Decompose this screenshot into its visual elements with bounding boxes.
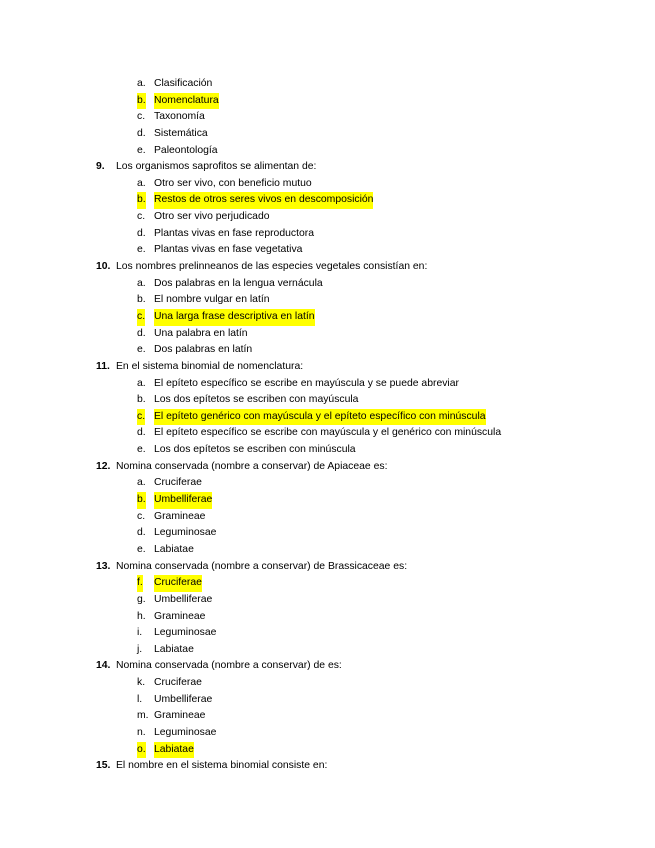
option-letter: l. (137, 693, 143, 705)
question-number: 13. (96, 560, 111, 572)
option-text: Cruciferae (154, 677, 202, 689)
option-letter: i. (137, 627, 143, 639)
option-row (0, 642, 655, 659)
option-letter: d. (137, 527, 146, 539)
option-row (0, 392, 655, 409)
option-row-correct (0, 192, 655, 209)
option-row-correct (0, 575, 655, 592)
option-row (0, 609, 655, 626)
question-number: 14. (96, 660, 111, 672)
option-row-correct (0, 93, 655, 110)
option-text: Leguminosae (154, 527, 217, 539)
option-text: El epíteto específico se escribe con mayúscula y el genérico con minúscula (154, 427, 502, 439)
highlighted-answer: Nomenclatura (154, 93, 219, 110)
option-row (0, 708, 655, 725)
option-row (0, 242, 655, 259)
option-row (0, 475, 655, 492)
option-row (0, 226, 655, 243)
option-row (0, 376, 655, 393)
option-row-correct (0, 492, 655, 509)
option-text: Gramineae (154, 710, 206, 722)
question-row (0, 259, 655, 276)
option-text: El nombre vulgar en latín (154, 294, 270, 306)
option-row (0, 176, 655, 193)
option-row (0, 592, 655, 609)
option-letter: j. (137, 643, 143, 655)
option-letter: a. (137, 277, 146, 289)
question-text: Los organismos saprofitos se alimentan de: (116, 161, 317, 173)
option-letter: a. (137, 78, 146, 89)
question-number: 11. (96, 360, 110, 372)
option-text: Umbelliferae (154, 693, 213, 705)
highlighted-answer: El epíteto genérico con mayúscula y el epíteto específico con minúscula (154, 409, 486, 426)
option-letter: d. (137, 227, 146, 239)
option-text: Clasificación (154, 78, 213, 89)
question-text: Nomina conservada (nombre a conservar) de Brassicaceae es: (116, 560, 408, 572)
option-letter: c. (137, 111, 146, 123)
option-letter: e. (137, 543, 146, 555)
question-row (0, 559, 655, 576)
question-text: En el sistema binomial de nomenclatura: (116, 360, 304, 372)
option-row (0, 76, 655, 93)
option-row (0, 342, 655, 359)
option-letter: c. (137, 510, 146, 522)
option-row (0, 292, 655, 309)
option-row (0, 692, 655, 709)
highlighted-answer: Una larga frase descriptiva en latín (154, 309, 315, 326)
option-text: Umbelliferae (154, 593, 213, 605)
option-letter: b. (137, 294, 146, 306)
option-row (0, 625, 655, 642)
option-letter: o. (137, 742, 146, 759)
option-row (0, 442, 655, 459)
question-text: Los nombres prelinneanos de las especies vegetales consistían en: (116, 261, 428, 273)
option-text: Los dos epítetos se escriben con mayúscula (154, 394, 359, 406)
option-letter: b. (137, 394, 146, 406)
option-text: Sistemática (154, 127, 208, 139)
option-text: Dos palabras en la lengua vernácula (154, 277, 323, 289)
option-letter: d. (137, 327, 146, 339)
question-number: 15. (96, 760, 111, 772)
quiz-document (0, 76, 655, 775)
option-letter: e. (137, 244, 146, 256)
option-row (0, 276, 655, 293)
option-row-correct (0, 309, 655, 326)
question-row (0, 459, 655, 476)
option-row (0, 209, 655, 226)
option-text: Plantas vivas en fase reproductora (154, 227, 314, 239)
question-row (0, 658, 655, 675)
option-row (0, 542, 655, 559)
question-row (0, 758, 655, 775)
option-text: Los dos epítetos se escriben con minúscula (154, 444, 356, 456)
highlighted-answer: Umbelliferae (154, 492, 212, 509)
option-text: Cruciferae (154, 477, 202, 489)
option-row (0, 326, 655, 343)
option-text: Leguminosae (154, 627, 217, 639)
option-text: Labiatae (154, 643, 194, 655)
option-letter: e. (137, 144, 146, 156)
highlighted-answer: Cruciferae (154, 575, 202, 592)
option-text: El epíteto específico se escribe en mayúscula y se puede abreviar (154, 377, 459, 389)
option-text: Labiatae (154, 543, 194, 555)
option-letter: b. (137, 93, 146, 110)
option-row (0, 675, 655, 692)
option-text: Dos palabras en latín (154, 344, 253, 356)
option-letter: f. (137, 575, 143, 592)
question-text: El nombre en el sistema binomial consiste en: (116, 760, 328, 772)
option-letter: b. (137, 192, 146, 209)
option-letter: h. (137, 610, 146, 622)
option-text: Una palabra en latín (154, 327, 248, 339)
option-row-correct (0, 742, 655, 759)
option-letter: c. (137, 309, 145, 326)
option-letter: c. (137, 409, 145, 426)
option-row (0, 126, 655, 143)
option-letter: e. (137, 444, 146, 456)
option-letter: a. (137, 377, 146, 389)
question-number: 9. (96, 161, 105, 173)
option-letter: e. (137, 344, 146, 356)
option-text: Gramineae (154, 510, 206, 522)
question-number: 10. (96, 261, 111, 273)
question-row (0, 159, 655, 176)
option-letter: a. (137, 477, 146, 489)
option-row (0, 109, 655, 126)
option-row (0, 725, 655, 742)
option-text: Leguminosae (154, 726, 217, 738)
option-row (0, 143, 655, 160)
question-text: Nomina conservada (nombre a conservar) de Apiaceae es: (116, 460, 388, 472)
question-text: Nomina conservada (nombre a conservar) de es: (116, 660, 342, 672)
option-text: Otro ser vivo, con beneficio mutuo (154, 177, 312, 189)
option-text: Plantas vivas en fase vegetativa (154, 244, 303, 256)
option-letter: n. (137, 726, 146, 738)
option-letter: b. (137, 492, 146, 509)
highlighted-answer: Labiatae (154, 742, 194, 759)
highlighted-answer: Restos de otros seres vivos en descomposición (154, 192, 373, 209)
option-row (0, 509, 655, 526)
option-text: Gramineae (154, 610, 206, 622)
question-number: 12. (96, 460, 111, 472)
question-row (0, 359, 655, 376)
option-text: Paleontología (154, 144, 218, 156)
option-letter: g. (137, 593, 146, 605)
option-letter: k. (137, 677, 146, 689)
option-letter: d. (137, 427, 146, 439)
option-row-correct (0, 409, 655, 426)
option-letter: d. (137, 127, 146, 139)
option-text: Otro ser vivo perjudicado (154, 211, 270, 223)
option-row (0, 425, 655, 442)
option-letter: a. (137, 177, 146, 189)
option-text: Taxonomía (154, 111, 205, 123)
option-row (0, 525, 655, 542)
option-letter: c. (137, 211, 146, 223)
option-letter: m. (137, 710, 149, 722)
